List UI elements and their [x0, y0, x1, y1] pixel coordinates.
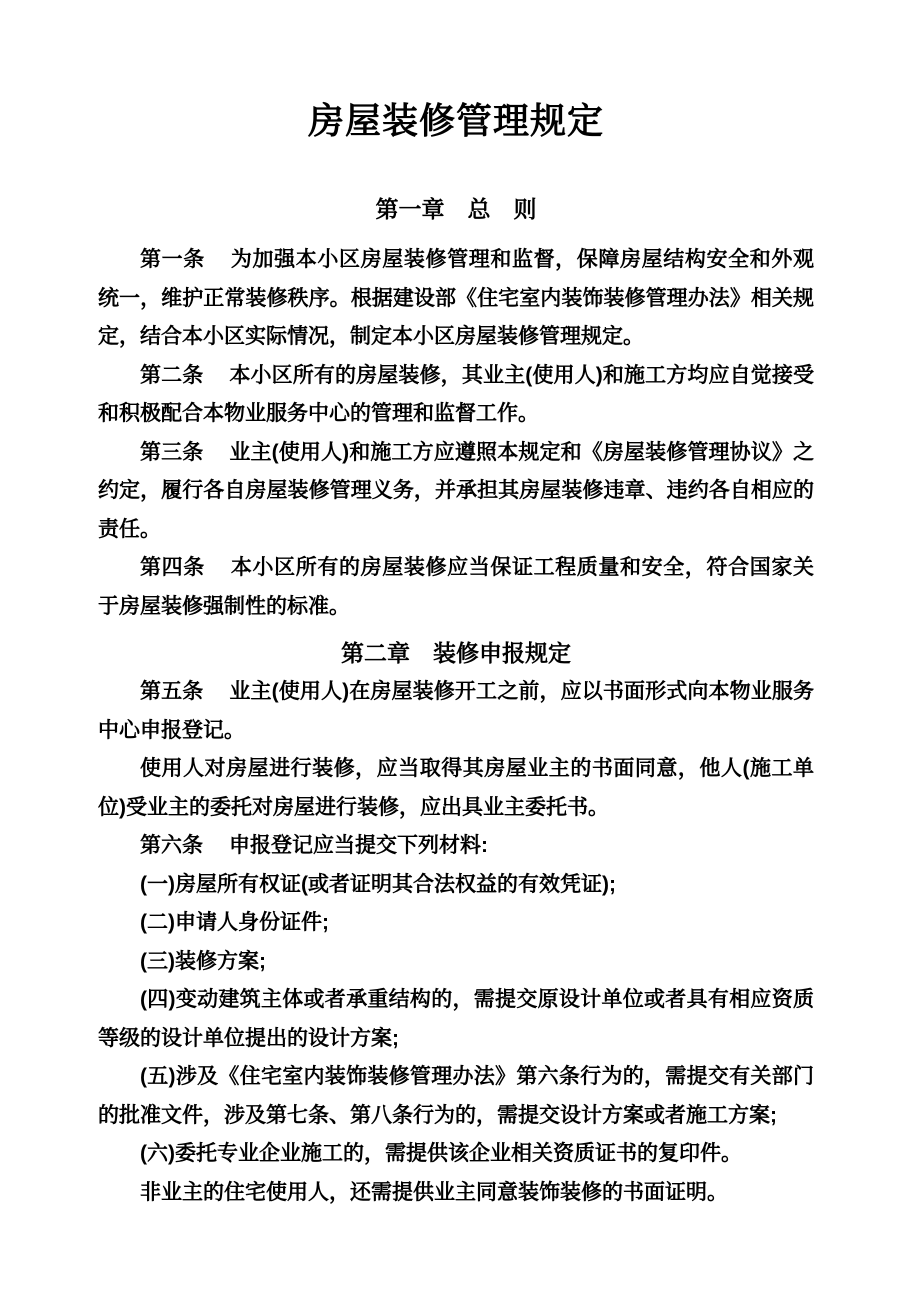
list-item-4-text: (四)变动建筑主体或者承重结构的，需提交原设计单位或者具有相应资质等级的设计单位提出的设计方案;: [98, 988, 814, 1050]
list-item-6-text: (六)委托专业企业施工的，需提供该企业相关资质证书的复印件。: [140, 1142, 742, 1165]
document-title: 房屋装修管理规定: [307, 100, 604, 141]
chapter-1-heading: 第一章 总 则: [375, 196, 537, 222]
article-4-text: 本小区所有的房屋装修应当保证工程质量和安全，符合国家关于房屋装修强制性的标准。: [98, 556, 815, 618]
list-item-2: [98, 904, 814, 943]
chapter-2-body: [98, 673, 814, 1212]
article-6-text: 申报登记应当提交下列材料:: [229, 834, 488, 857]
article-5-number: 第五条: [140, 680, 204, 703]
article-1-number: 第一条: [140, 248, 205, 271]
article-3-paragraph: [98, 434, 814, 550]
article-6-paragraph: [98, 827, 814, 866]
list-item-1-text: (一)房屋所有权证(或者证明其合法权益的有效凭证);: [140, 872, 616, 896]
article-2-paragraph: [98, 357, 814, 434]
list-item-1: [98, 866, 814, 905]
list-item-5: [98, 1058, 814, 1135]
list-item-3: [98, 943, 814, 982]
chapter-1-body: [98, 241, 814, 626]
article-5-supplement-text: 使用人对房屋进行装修，应当取得其房屋业主的书面同意，他人(施工单位)受业主的委托对房屋进行装修，应出具业主委托书。: [98, 757, 814, 819]
non-owner-note-text: 非业主的住宅使用人，还需提供业主同意装饰装修的书面证明。: [140, 1180, 728, 1204]
chapter-2-heading: 第二章 装修申报规定: [341, 640, 571, 666]
article-4-paragraph: [98, 549, 814, 626]
article-1-paragraph: [98, 241, 814, 357]
list-item-4: [98, 981, 814, 1058]
list-item-6: [98, 1135, 814, 1174]
list-item-3-text: (三)装修方案;: [140, 949, 266, 973]
article-6-number: 第六条: [140, 834, 203, 857]
article-3-number: 第三条: [140, 440, 204, 464]
article-5-paragraph: [98, 673, 814, 750]
article-1-text: 为加强本小区房屋装修管理和监督，保障房屋结构安全和外观统一，维护正常装修秩序。根据建设部《住宅室内装饰装修管理办法》相关规定，结合本小区实际情况，制定本小区房屋装修管理规定。: [98, 248, 815, 348]
article-2-number: 第二条: [140, 363, 204, 387]
article-2-text: 本小区所有的房屋装修，其业主(使用人)和施工方均应自觉接受和积极配合本物业服务中心的管理和监督工作。: [98, 363, 815, 425]
article-3-text: 业主(使用人)和施工方应遵照本规定和《房屋装修管理协议》之约定，履行各自房屋装修管理义务，并承担其房屋装修违章、违约各自相应的责任。: [98, 440, 815, 541]
list-item-2-text: (二)申请人身份证件;: [140, 911, 329, 934]
non-owner-note-paragraph: [98, 1174, 814, 1213]
article-5-text: 业主(使用人)在房屋装修开工之前，应以书面形式向本物业服务中心申报登记。: [98, 680, 815, 742]
list-item-5-text: (五)涉及《住宅室内装饰装修管理办法》第六条行为的，需提交有关部门的批准文件，涉及第七条、第八条行为的，需提交设计方案或者施工方案;: [98, 1065, 814, 1127]
article-4-number: 第四条: [140, 556, 205, 579]
article-5-supplement-paragraph: [98, 750, 814, 827]
